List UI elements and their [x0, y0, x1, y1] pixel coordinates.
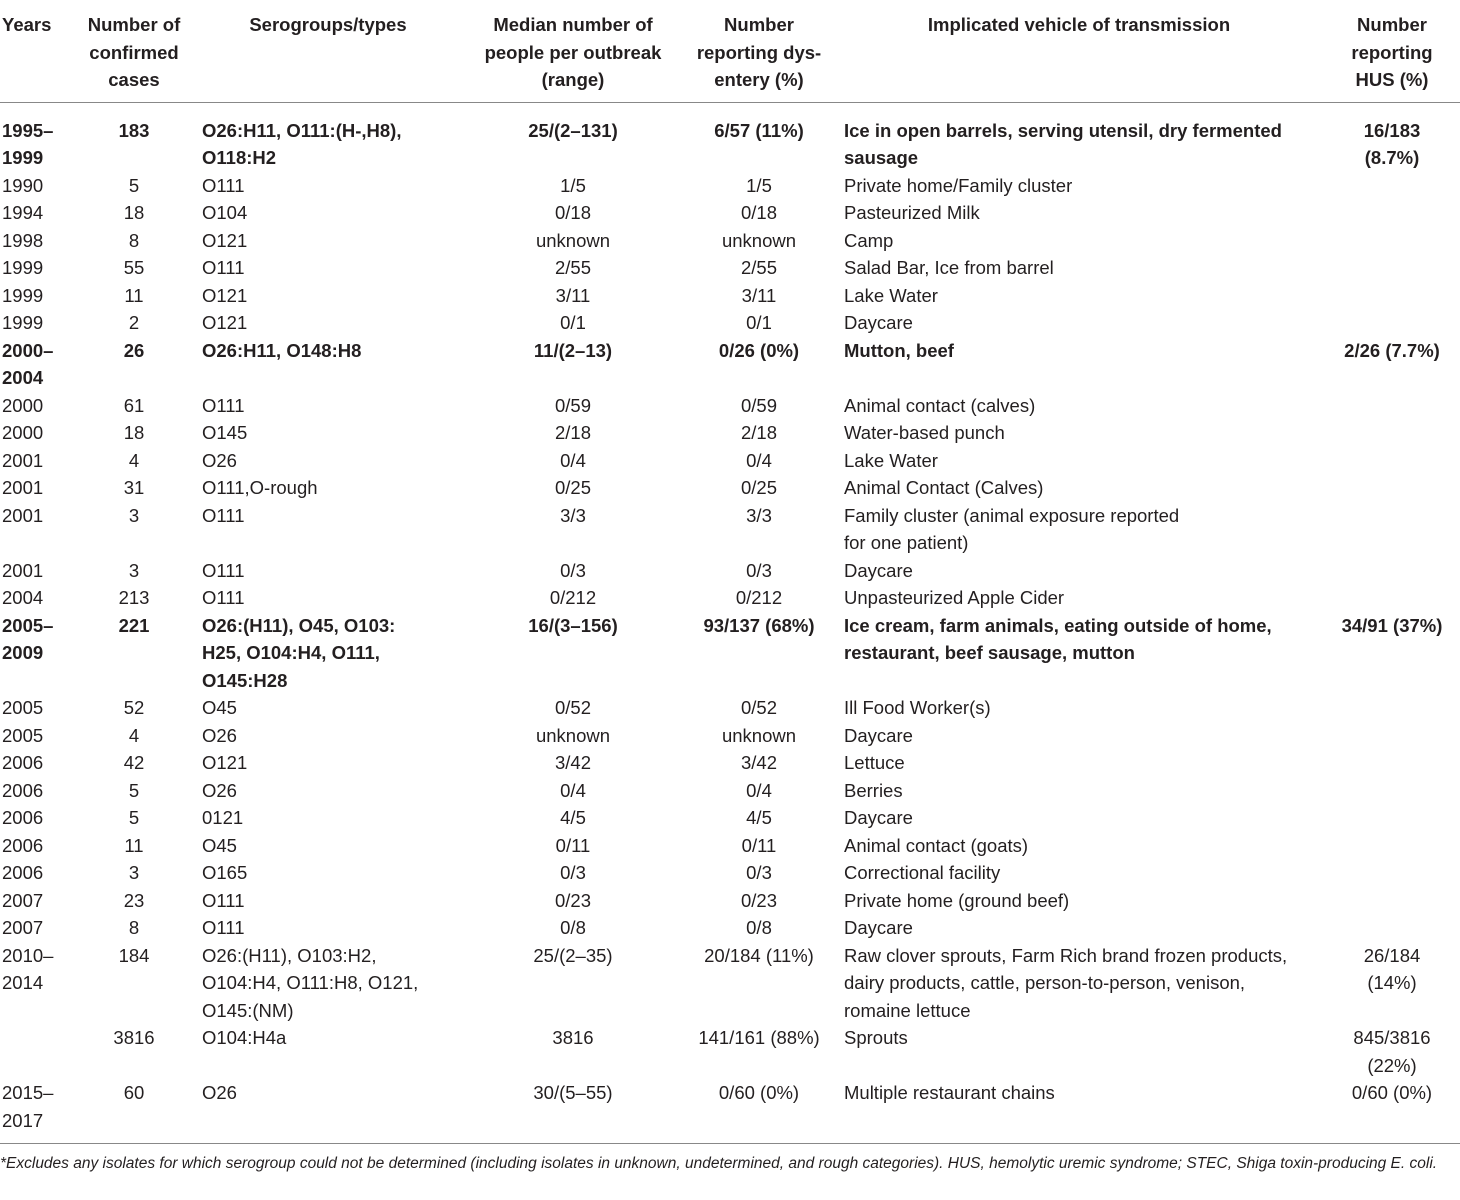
cell-hus — [1324, 447, 1460, 475]
cell-hus — [1324, 694, 1460, 722]
cell-serogroups: O111 — [202, 174, 245, 196]
cell-confirmed-cases: 11 — [124, 284, 144, 306]
table-row — [0, 199, 1460, 227]
cell-median-people: 0/18 — [554, 202, 591, 223]
cell-hus — [1324, 309, 1460, 337]
cell-hus: 845/3816 (22%) — [1353, 1027, 1431, 1076]
table-header — [0, 0, 1460, 102]
cell-confirmed-cases: 52 — [123, 697, 145, 718]
cell-median-people: 16/(3–156) — [528, 614, 618, 636]
cell-confirmed-cases: 5 — [128, 174, 140, 196]
cell-years: 2000 — [2, 422, 44, 443]
cell-years: 2001 — [2, 477, 44, 498]
cell-dysentery: 0/52 — [740, 697, 777, 718]
cell-serogroups: O26:(H11), O45, O103: H25, O104:H4, O111, O145:H28 — [202, 614, 396, 691]
cell-hus: 2/26 (7.7%) — [1344, 339, 1440, 361]
cell-vehicle: Lettuce — [844, 752, 905, 773]
cell-serogroups: O111 — [202, 504, 245, 526]
cell-years: 2001 — [2, 504, 44, 526]
cell-median-people: 0/3 — [560, 862, 586, 883]
cell-dysentery: 0/18 — [740, 202, 777, 223]
table-row — [0, 942, 1460, 1025]
cell-hus — [1324, 557, 1460, 585]
cell-years: 1998 — [2, 229, 44, 251]
cell-vehicle: Animal contact (calves) — [844, 394, 1036, 416]
header-dysentery: Number reporting dys- entery (%) — [696, 14, 822, 90]
cell-dysentery: 0/4 — [746, 449, 772, 471]
cell-serogroups: O121 — [202, 229, 248, 251]
cell-median-people: 0/23 — [554, 889, 591, 911]
cell-hus — [1324, 722, 1460, 750]
cell-dysentery: 0/3 — [746, 559, 772, 581]
cell-vehicle: Raw clover sprouts, Farm Rich brand frozen products, dairy products, cattle, person-to-person, venison, romaine lettuce — [844, 944, 1288, 1021]
cell-confirmed-cases: 31 — [123, 477, 145, 498]
cell-serogroups: O45 — [202, 834, 237, 856]
cell-years: 2006 — [2, 834, 44, 856]
cell-hus — [1324, 914, 1460, 942]
cell-confirmed-cases: 3 — [128, 504, 140, 526]
cell-median-people: 0/52 — [554, 697, 591, 718]
cell-years: 2001 — [2, 449, 44, 471]
cell-vehicle: Daycare — [844, 807, 913, 828]
cell-serogroups: O111 — [202, 917, 245, 938]
cell-vehicle: Daycare — [844, 724, 913, 746]
cell-vehicle: Pasteurized Milk — [844, 202, 980, 223]
cell-serogroups: 0121 — [202, 807, 244, 828]
cell-dysentery: 0/1 — [746, 312, 772, 333]
cell-confirmed-cases: 8 — [128, 917, 140, 938]
cell-median-people: 30/(5–55) — [533, 1082, 613, 1103]
cell-median-people: 0/59 — [554, 394, 591, 416]
cell-confirmed-cases: 3816 — [113, 1027, 155, 1048]
cell-confirmed-cases: 55 — [123, 257, 145, 278]
cell-hus — [1324, 749, 1460, 777]
table-row — [0, 914, 1460, 942]
cell-vehicle: Camp — [844, 229, 894, 251]
cell-hus — [1324, 199, 1460, 227]
cell-confirmed-cases: 4 — [128, 449, 140, 471]
cell-dysentery: 0/60 (0%) — [718, 1082, 800, 1103]
cell-hus — [1324, 887, 1460, 915]
cell-serogroups: O26 — [202, 1082, 237, 1103]
cell-vehicle: Daycare — [844, 312, 913, 333]
header-serogroups: Serogroups/types — [249, 14, 407, 35]
cell-hus — [1324, 419, 1460, 447]
cell-vehicle: Animal contact (goats) — [844, 834, 1029, 856]
cell-years: 2005 — [2, 724, 44, 746]
cell-confirmed-cases: 18 — [123, 202, 145, 223]
cell-serogroups: O145 — [202, 422, 248, 443]
cell-hus: 34/91 (37%) — [1341, 614, 1443, 636]
header-median-people: Median number of people per outbreak (range) — [484, 14, 662, 90]
cell-hus — [1324, 474, 1460, 502]
cell-hus — [1324, 584, 1460, 612]
cell-years: 1999 — [2, 257, 44, 278]
cell-confirmed-cases: 60 — [123, 1082, 145, 1103]
cell-serogroups: O104:H4a — [202, 1027, 287, 1048]
cell-dysentery: 0/4 — [746, 779, 772, 801]
cell-confirmed-cases: 213 — [118, 587, 150, 608]
cell-vehicle: Sprouts — [844, 1027, 908, 1048]
cell-serogroups: O26 — [202, 724, 237, 746]
cell-median-people: unknown — [535, 724, 611, 746]
header-vehicle: Implicated vehicle of transmission — [927, 14, 1231, 35]
cell-serogroups: O165 — [202, 862, 248, 883]
table-row — [0, 474, 1460, 502]
cell-serogroups: O111 — [202, 889, 245, 911]
cell-median-people: 3/11 — [555, 284, 591, 306]
cell-median-people: 0/1 — [560, 312, 586, 333]
cell-dysentery: 0/59 — [740, 394, 777, 416]
header-row — [0, 0, 1460, 102]
cell-vehicle: Ice in open barrels, serving utensil, dry fermented sausage — [844, 119, 1282, 168]
cell-median-people: 11/(2–13) — [533, 339, 613, 361]
summary-row — [0, 337, 1460, 392]
cell-years: 1990 — [2, 174, 44, 196]
cell-serogroups: O111 — [202, 587, 245, 608]
table-row — [0, 1024, 1460, 1079]
cell-hus: 26/184 (14%) — [1363, 944, 1421, 993]
cell-vehicle: Water-based punch — [844, 422, 1005, 443]
cell-serogroups: O111 — [202, 394, 245, 416]
cell-years: 2006 — [2, 779, 44, 801]
cell-years: 2007 — [2, 917, 44, 938]
cell-serogroups: O26:H11, O148:H8 — [202, 339, 362, 361]
cell-median-people: unknown — [535, 229, 611, 251]
cell-median-people: 4/5 — [560, 807, 586, 828]
cell-hus — [1324, 172, 1460, 200]
cell-confirmed-cases: 18 — [123, 422, 145, 443]
cell-vehicle: Daycare — [844, 559, 913, 581]
cell-vehicle: Lake Water — [844, 284, 938, 306]
cell-years: 2000 — [2, 394, 44, 416]
cell-hus — [1324, 254, 1460, 282]
cell-serogroups: O26 — [202, 779, 237, 801]
header-confirmed-cases: Number of confirmed cases — [87, 14, 181, 90]
cell-years: 2010– 2014 — [2, 944, 54, 993]
cell-vehicle: Unpasteurized Apple Cider — [844, 587, 1065, 608]
cell-confirmed-cases: 2 — [128, 312, 140, 333]
cell-confirmed-cases: 5 — [128, 779, 140, 801]
cell-hus — [1324, 777, 1460, 805]
cell-serogroups: O121 — [202, 752, 248, 773]
cell-median-people: 0/4 — [560, 449, 586, 471]
table-footnote: *Excludes any isolates for which serogroup could not be determined (including isolates in unknown, undetermined, and rough categories). HUS, hemolytic uremic syndrome; STEC, Shiga toxin-producing E. coli. — [0, 1143, 1460, 1175]
cell-hus — [1324, 804, 1460, 832]
cell-serogroups: O26 — [202, 449, 237, 471]
cell-serogroups: O111,O-rough — [202, 477, 318, 498]
summary-row — [0, 612, 1460, 695]
cell-hus — [1324, 282, 1460, 310]
cell-years: 2004 — [2, 587, 44, 608]
cell-dysentery: 1/5 — [746, 174, 772, 196]
cell-years: 1999 — [2, 312, 44, 333]
cell-dysentery: 0/25 — [740, 477, 777, 498]
cell-confirmed-cases: 23 — [123, 889, 145, 911]
cell-years: 2006 — [2, 862, 44, 883]
cell-dysentery: 0/3 — [746, 862, 772, 883]
cell-confirmed-cases: 5 — [128, 807, 140, 828]
cell-hus — [1324, 502, 1460, 557]
table-row — [0, 172, 1460, 200]
cell-vehicle: Berries — [844, 779, 903, 801]
cell-vehicle: Private home (ground beef) — [844, 889, 1070, 911]
cell-confirmed-cases: 3 — [128, 862, 140, 883]
cell-dysentery: 0/11 — [741, 834, 777, 856]
cell-dysentery: 3/3 — [746, 504, 772, 526]
cell-dysentery: unknown — [721, 229, 797, 251]
cell-vehicle: Multiple restaurant chains — [844, 1082, 1055, 1103]
table-row — [0, 887, 1460, 915]
cell-years: 2001 — [2, 559, 44, 581]
cell-median-people: 0/25 — [554, 477, 591, 498]
cell-median-people: 2/18 — [554, 422, 591, 443]
table-row — [0, 749, 1460, 777]
cell-vehicle: Lake Water — [844, 449, 938, 471]
table-row — [0, 419, 1460, 447]
cell-dysentery: 4/5 — [746, 807, 772, 828]
cell-confirmed-cases: 184 — [118, 944, 150, 966]
cell-years: 2006 — [2, 752, 44, 773]
table-row — [0, 859, 1460, 887]
cell-vehicle: Private home/Family cluster — [844, 174, 1073, 196]
cell-dysentery: 2/18 — [740, 422, 777, 443]
cell-dysentery: 141/161 (88%) — [698, 1027, 820, 1048]
cell-serogroups: O26:(H11), O103:H2, O104:H4, O111:H8, O121, O145:(NM) — [202, 944, 419, 1021]
cell-median-people: 3/42 — [554, 752, 591, 773]
table-row — [0, 502, 1460, 557]
table-row — [0, 832, 1460, 860]
cell-dysentery: 20/184 (11%) — [704, 944, 814, 966]
cell-vehicle: Family cluster (animal exposure reported for one patient) — [844, 504, 1180, 553]
cell-dysentery: 2/55 — [740, 257, 777, 278]
cell-confirmed-cases: 8 — [128, 229, 140, 251]
cell-vehicle: Correctional facility — [844, 862, 1001, 883]
cell-confirmed-cases: 4 — [128, 724, 140, 746]
cell-years: 2007 — [2, 889, 44, 911]
cell-dysentery: 0/23 — [740, 889, 777, 911]
table-row — [0, 282, 1460, 310]
cell-median-people: 0/4 — [560, 779, 586, 801]
cell-serogroups: O111 — [202, 257, 245, 278]
cell-median-people: 1/5 — [560, 174, 586, 196]
table-body — [0, 102, 1460, 1134]
cell-vehicle: Ice cream, farm animals, eating outside of home, restaurant, beef sausage, mutton — [844, 614, 1272, 663]
cell-median-people: 0/11 — [555, 834, 591, 856]
cell-serogroups: O121 — [202, 312, 248, 333]
table-row — [0, 309, 1460, 337]
table-row — [0, 254, 1460, 282]
cell-hus — [1324, 392, 1460, 420]
cell-dysentery: 93/137 (68%) — [703, 614, 815, 636]
cell-median-people: 25/(2–131) — [528, 119, 618, 141]
cell-confirmed-cases: 221 — [118, 614, 150, 636]
cell-dysentery: 0/26 (0%) — [718, 339, 800, 361]
cell-median-people: 3/3 — [560, 504, 586, 526]
cell-years — [0, 1024, 74, 1079]
cell-confirmed-cases: 3 — [128, 559, 140, 581]
table-row — [0, 1079, 1460, 1134]
cell-years: 1995– 1999 — [2, 119, 54, 168]
cell-hus — [1324, 227, 1460, 255]
cell-median-people: 0/8 — [560, 917, 586, 938]
cell-dysentery: 0/212 — [735, 587, 783, 608]
table-row — [0, 694, 1460, 722]
summary-row — [0, 102, 1460, 172]
cell-median-people: 0/3 — [560, 559, 586, 581]
cell-years: 2005– 2009 — [2, 614, 54, 663]
cell-vehicle: Mutton, beef — [844, 339, 954, 361]
cell-median-people: 25/(2–35) — [533, 944, 613, 966]
table-row — [0, 804, 1460, 832]
table-row — [0, 777, 1460, 805]
cell-vehicle: Animal Contact (Calves) — [844, 477, 1044, 498]
cell-confirmed-cases: 26 — [123, 339, 145, 361]
cell-hus — [1324, 832, 1460, 860]
cell-dysentery: 3/42 — [740, 752, 777, 773]
table-row — [0, 584, 1460, 612]
cell-hus — [1324, 859, 1460, 887]
cell-hus: 0/60 (0%) — [1351, 1082, 1433, 1103]
cell-serogroups: O26:H11, O111:(H-,H8), O118:H2 — [202, 119, 402, 168]
cell-dysentery: 0/8 — [746, 917, 772, 938]
cell-dysentery: 3/11 — [741, 284, 777, 306]
cell-serogroups: O121 — [202, 284, 248, 306]
cell-confirmed-cases: 11 — [124, 834, 144, 856]
cell-vehicle: Ill Food Worker(s) — [844, 697, 991, 718]
cell-confirmed-cases: 42 — [123, 752, 145, 773]
cell-years: 2005 — [2, 697, 44, 718]
cell-years: 2000– 2004 — [2, 339, 54, 388]
cell-years: 1994 — [2, 202, 44, 223]
cell-years: 1999 — [2, 284, 44, 306]
table-row — [0, 447, 1460, 475]
cell-median-people: 0/212 — [549, 587, 597, 608]
cell-serogroups: O104 — [202, 202, 248, 223]
cell-confirmed-cases: 183 — [118, 119, 150, 141]
cell-confirmed-cases: 61 — [123, 394, 145, 416]
cell-dysentery: 6/57 (11%) — [714, 119, 804, 141]
table-row — [0, 722, 1460, 750]
cell-serogroups: O111 — [202, 559, 245, 581]
cell-vehicle: Salad Bar, Ice from barrel — [844, 257, 1054, 278]
cell-serogroups: O45 — [202, 697, 237, 718]
cell-dysentery: unknown — [721, 724, 797, 746]
header-years: Years — [2, 14, 52, 35]
cell-hus: 16/183 (8.7%) — [1363, 119, 1421, 168]
cell-median-people: 2/55 — [554, 257, 591, 278]
header-hus: Number reporting HUS (%) — [1351, 14, 1433, 90]
cell-median-people: 3816 — [552, 1027, 594, 1048]
table-row — [0, 392, 1460, 420]
table-row — [0, 557, 1460, 585]
cell-years: 2006 — [2, 807, 44, 828]
cell-vehicle: Daycare — [844, 917, 913, 938]
cell-years: 2015– 2017 — [2, 1082, 54, 1131]
table-row — [0, 227, 1460, 255]
